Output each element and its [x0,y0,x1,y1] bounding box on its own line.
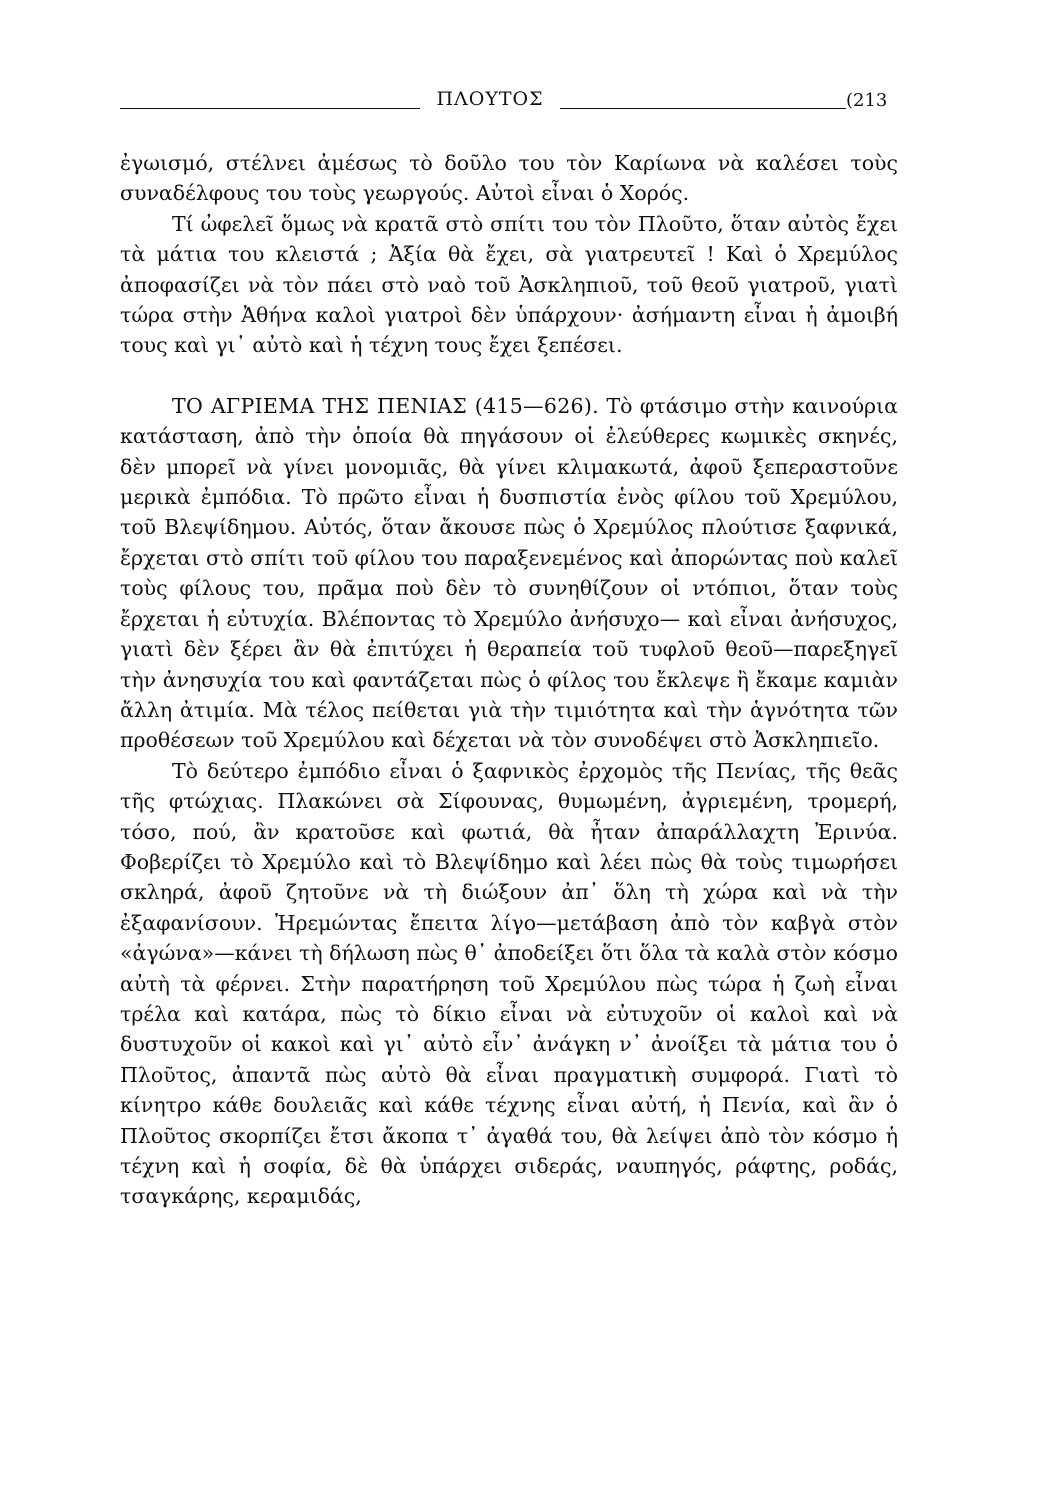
paragraph-3-text: Τὸ φτάσιμο στὴν καινούρια κατάσταση, ἀπὸ τὴν ὁποία θὰ πηγάσουν οἱ ἐλεύθερες κωμικὲς σκηνές, δὲν μπορεῖ νὰ γίνει μονομιᾶς, θὰ γίνει κλιμακωτά, ἀφοῦ ξεπεραστοῦνε μερικὰ ἐμπόδια. Τὸ πρῶτο εἶναι ἡ δυσπιστία ἑνὸς φίλου τοῦ Χρεμύλου, τοῦ Βλεψίδημου. Αὐτός, ὅταν ἄκουσε πὼς ὁ Χρεμύλος πλούτισε ξαφνικά, ἔρχεται στὸ σπίτι τοῦ φίλου του παραξενεμένος καὶ ἀπορώντας ποὺ καλεῖ τοὺς φίλους του, πρᾶμα ποὺ δὲν τὸ συνηθίζουν οἱ ντόπιοι, ὅταν τοὺς ἔρχεται ἡ εὐτυχία. Βλέποντας τὸ Χρεμύλο ἀνήσυχο— καὶ εἶναι ἀνήσυχος, γιατὶ δὲν ξέρει ἂν θὰ ἐπιτύχει ἡ θεραπεία τοῦ τυφλοῦ θεοῦ—παρεξηγεῖ τὴν ἀνησυχία του καὶ φαντάζεται πὼς ὁ φίλος του ἔκλεψε ἢ ἔκαμε καμιὰν ἄλλη ἀτιμία. Μὰ τέλος πείθεται γιὰ τὴν τιμιότητα καὶ τὴν ἁγνότητα τῶν προθέσεων τοῦ Χρεμύλου καὶ δέχεται νὰ τὸν συνοδέψει στὸ Ἀσκληπιεῖο. [120,393,898,753]
body-text [120,148,898,1212]
page-number: (213 [846,90,888,111]
paragraph-2: Τί ὠφελεῖ ὅμως νὰ κρατᾶ στὸ σπίτι του τὸν Πλοῦτο, ὅταν αὐτὸς ἔχει τὰ μάτια του κλειστά ; Ἀξία θὰ ἔχει, σὰ γιατρευτεῖ ! Καὶ ὁ Χρεμύλος ἀποφασίζει νὰ τὸν πάει στὸ ναὸ τοῦ Ἀσκληπιοῦ, τοῦ θεοῦ γιατροῦ, γιατὶ τώρα στὴν Ἀθήνα καλοὶ γιατροὶ δὲν ὑπάρχουν· ἀσήμαντη εἶναι ἡ ἀμοιβή τους καὶ γι᾿ αὐτὸ καὶ ἡ τέχνη τους ἔχει ξεπέσει. [120,211,898,358]
header-rule-left [120,108,420,109]
paragraph-1: ἐγωισμό, στέλνει ἀμέσως τὸ δοῦλο του τὸν Καρίωνα νὰ καλέσει τοὺς συναδέλφους του τοὺς γεωργούς. Αὐτοὶ εἶναι ὁ Χορός. [120,151,898,206]
paragraph-4: Τὸ δεύτερο ἐμπόδιο εἶναι ὁ ξαφνικὸς ἐρχομὸς τῆς Πενίας, τῆς θεᾶς τῆς φτώχιας. Πλακώνει σὰ Σίφουνας, θυμωμένη, ἀγριεμένη, τρομερή, τόσο, πού, ἂν κρατοῦσε καὶ φωτιά, θὰ ἦταν ἀπαράλλαχτη Ἐρινύα. Φοβερίζει τὸ Χρεμύλο καὶ τὸ Βλεψίδημο καὶ λέει πὼς θὰ τοὺς τιμωρήσει σκληρά, ἀφοῦ ζητοῦνε νὰ τὴ διώξουν ἀπ᾿ ὅλη τὴ χώρα καὶ νὰ τὴν ἐξαφανίσουν. Ἠρεμώντας ἔπειτα λίγο—μετάβαση ἀπὸ τὸν καβγὰ στὸν «ἀγώνα»—κάνει τὴ δήλωση πὼς θ᾿ ἀποδείξει ὅτι ὅλα τὰ καλὰ στὸν κόσμο αὐτὴ τὰ φέρνει. Στὴν παρατήρηση τοῦ Χρεμύλου πὼς τώρα ἡ ζωὴ εἶναι τρέλα καὶ κατάρα, πὼς τὸ δίκιο εἶναι νὰ εὐτυχοῦν οἱ καλοὶ καὶ νὰ δυστυχοῦν οἱ κακοὶ καὶ γι᾿ αὐτὸ εἶν᾿ ἀνάγκη ν᾿ ἀνοίξει τὰ μάτια του ὁ Πλοῦτος, ἀπαντᾶ πὼς αὐτὸ θὰ εἶναι πραγματικὴ συμφορά. Γιατὶ τὸ κίνητρο κάθε δουλειᾶς καὶ κάθε τέχνης εἶναι αὐτή, ἡ Πενία, καὶ ἂν ὁ Πλοῦτος σκορπίζει ἔτσι ἄκοπα τ᾿ ἀγαθά του, θὰ λείψει ἀπὸ τὸν κόσμο ἡ τέχνη καὶ ἡ σοφία, δὲ θὰ ὑπάρχει σιδεράς, ναυπηγός, ράφτης, ροδάς, τσαγκάρης, κεραμιδάς, [120,758,898,1209]
running-title: ΠΛΟΥΤΟΣ [436,88,544,110]
section-heading: ΤΟ ΑΓΡΙΕΜΑ ΤΗΣ ΠΕΝΙΑΣ (415—626). [172,393,599,418]
paragraph-3 [120,391,898,756]
header-rule-right [560,108,846,109]
running-header [120,88,900,118]
